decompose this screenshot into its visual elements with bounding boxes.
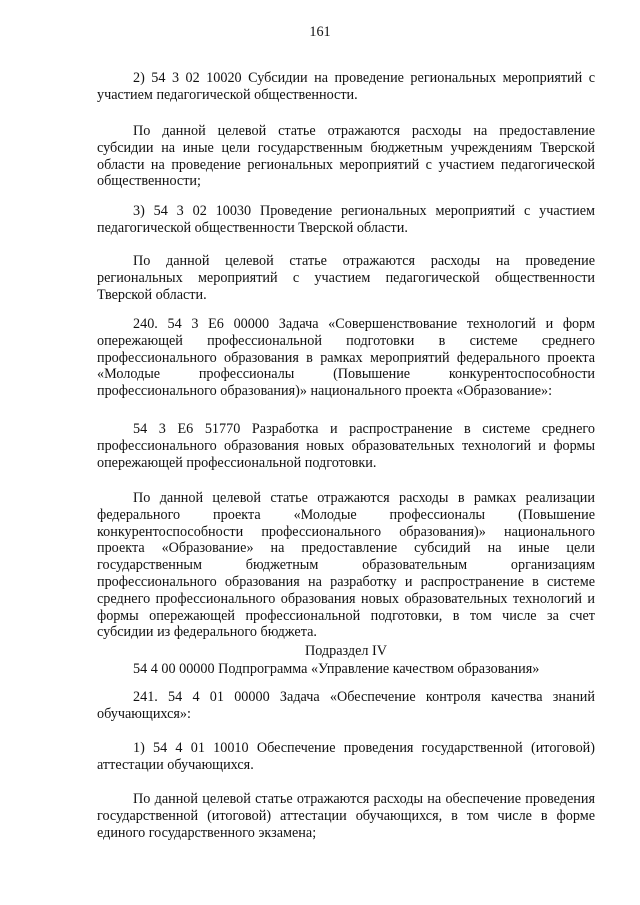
paragraph-item-e6-51770: 54 3 E6 51770 Разработка и распространение в системе среднего профессионального образования новых образовательных технологий и формы опережающей профессиональной подготовки. bbox=[97, 421, 595, 471]
paragraph-item-3-events: 3) 54 3 02 10030 Проведение региональных мероприятий с участием педагогической общественности Тверской области. bbox=[97, 203, 595, 236]
paragraph-expense-description: По данной целевой статье отражаются расходы на проведение региональных мероприятий с участием педагогической общественности Тверской области. bbox=[97, 253, 595, 303]
subprogram-heading: 54 4 00 00000 Подпрограмма «Управление качеством образования» bbox=[133, 661, 540, 677]
paragraph-expense-description: По данной целевой статье отражаются расходы на предоставление субсидии на иные цели государственным бюджетным учреждениям Тверской области на проведение региональных мероприятий с участием педагогической общественности; bbox=[97, 123, 595, 190]
paragraph-expense-description: По данной целевой статье отражаются расходы в рамках реализации федерального проекта «Молодые профессионалы (Повышение конкурентоспособности профессионального образования)» национального проекта «Образование» на предоставление субсидий на иные цели государственным бюджетным образовательным организациям профессионального образования на разработку и распространение в системе среднего профессионального образования новых образовательных технологий и формы опережающей профессиональной подготовки, в том числе за счет субсидии из федерального бюджета. bbox=[97, 490, 595, 641]
paragraph-task-240: 240. 54 3 E6 00000 Задача «Совершенствование технологий и форм опережающей профессиональной подготовки в системе среднего профессионального образования в рамках мероприятий федерального проекта «Молодые профессионалы (Повышение конкурентоспособности профессионального образования)» национального проекта «Образование»: bbox=[97, 316, 595, 400]
subsection-heading: Подраздел IV bbox=[304, 643, 387, 659]
page-number: 161 bbox=[309, 24, 331, 40]
paragraph-item-2-subsidy: 2) 54 3 02 10020 Субсидии на проведение региональных мероприятий с участием педагогической общественности. bbox=[97, 70, 595, 103]
paragraph-expense-description: По данной целевой статье отражаются расходы на обеспечение проведения государственной (итоговой) аттестации обучающихся, в том числе в форме единого государственного экзамена; bbox=[97, 791, 595, 841]
paragraph-task-241: 241. 54 4 01 00000 Задача «Обеспечение контроля качества знаний обучающихся»: bbox=[97, 689, 595, 722]
paragraph-item-1-attestation: 1) 54 4 01 10010 Обеспечение проведения государственной (итоговой) аттестации обучающихся. bbox=[97, 740, 595, 773]
